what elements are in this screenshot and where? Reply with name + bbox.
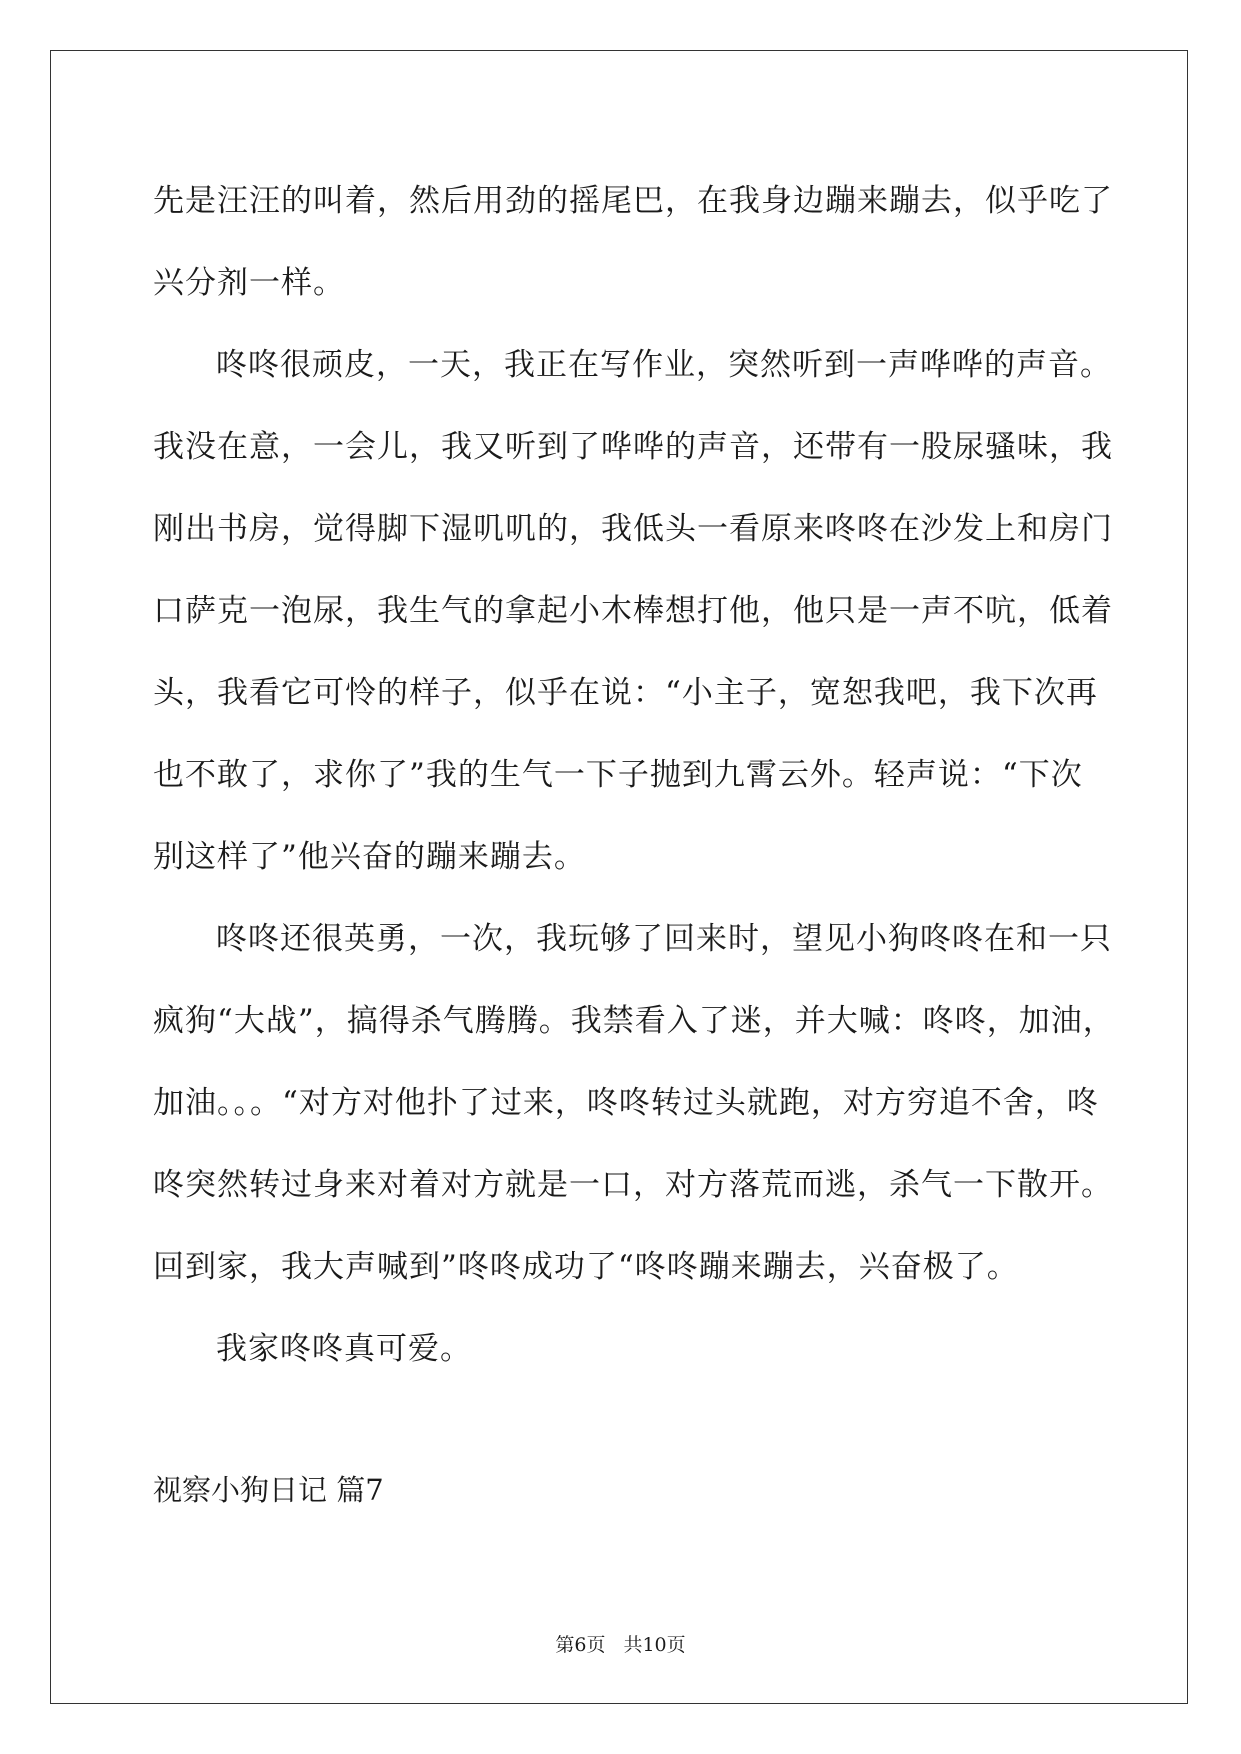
text-line: 回到家，我大声喊到”咚咚成功了“咚咚蹦来蹦去，兴奋极了。 [153, 1249, 1019, 1285]
section-title: 视察小狗日记 篇7 [153, 1473, 384, 1507]
text-line: 兴分剂一样。 [153, 265, 345, 301]
paragraph-start: 咚咚很顽皮，一天，我正在写作业，突然听到一声哗哗的声音。 [216, 347, 1112, 383]
text-line: 咚突然转过身来对着对方就是一口，对方落荒而逃，杀气一下散开。 [153, 1167, 1113, 1203]
page-number: 第6页 [555, 1634, 606, 1656]
text-line: 我没在意，一会儿，我又听到了哗哗的声音，还带有一股尿骚味，我 [153, 429, 1113, 465]
text-line: 头，我看它可怜的样子，似乎在说：“小主子，宽恕我吧，我下次再 [153, 675, 1098, 711]
text-line: 口萨克一泡尿，我生气的拿起小木棒想打他，他只是一声不吭，低着 [153, 593, 1113, 629]
document-body [153, 160, 1115, 1390]
paragraph-start: 咚咚还很英勇，一次，我玩够了回来时，望见小狗咚咚在和一只 [216, 921, 1112, 957]
page-total: 共10页 [623, 1634, 686, 1656]
paragraph-start: 我家咚咚真可爱。 [216, 1331, 472, 1367]
text-line: 加油。。。“对方对他扑了过来，咚咚转过头就跑，对方穷追不舍，咚 [153, 1085, 1099, 1121]
text-line: 别这样了”他兴奋的蹦来蹦去。 [153, 839, 586, 875]
page-footer [0, 1633, 1241, 1657]
text-line: 先是汪汪的叫着，然后用劲的摇尾巴，在我身边蹦来蹦去，似乎吃了 [153, 183, 1113, 219]
text-line: 刚出书房，觉得脚下湿叽叽的，我低头一看原来咚咚在沙发上和房门 [153, 511, 1113, 547]
text-line: 也不敢了，求你了”我的生气一下子抛到九霄云外。轻声说：“下次 [153, 757, 1083, 793]
text-line: 疯狗“大战”，搞得杀气腾腾。我禁看入了迷，并大喊：咚咚，加油， [153, 1003, 1115, 1039]
